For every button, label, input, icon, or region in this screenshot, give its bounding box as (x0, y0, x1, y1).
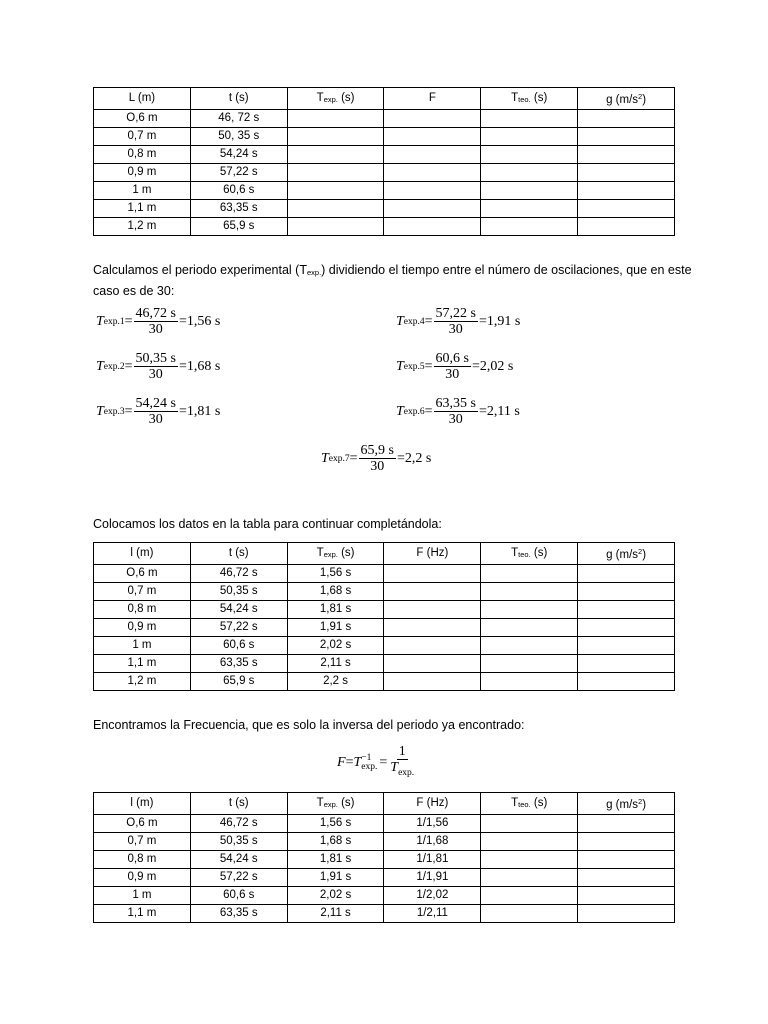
eq-denominator: 30 (445, 367, 460, 382)
header-cell: t (s) (190, 88, 287, 110)
paragraph-subscript: exp. (306, 268, 322, 277)
table-cell (578, 887, 675, 905)
header-cell (287, 88, 384, 110)
header-text: ) (642, 549, 647, 561)
eq-equals: = (124, 358, 133, 374)
eq-fraction (359, 443, 396, 474)
table-cell (481, 887, 578, 905)
table-cell: 1 m (94, 887, 191, 905)
equation-texp-2 (96, 351, 220, 382)
table-row (94, 218, 675, 236)
header-text: g (m/s (606, 799, 639, 811)
eq-result: 1,68 s (186, 358, 221, 374)
table-cell: 0,7 m (94, 128, 191, 146)
table-cell: 2,02 s (287, 887, 384, 905)
header-cell (578, 793, 675, 815)
eq-denominator: 30 (448, 412, 463, 427)
table-cell (578, 218, 675, 236)
table-cell (384, 110, 481, 128)
table-cell (384, 637, 481, 655)
header-text: (s) (530, 796, 548, 809)
eq-numerator: 1 (398, 744, 406, 759)
header-text: ) (642, 94, 647, 106)
table-cell: 0,9 m (94, 869, 191, 887)
table-cell: 54,24 s (190, 851, 287, 869)
data-table-3 (93, 792, 675, 923)
eq-subscript: exp.3 (103, 406, 125, 417)
eq-fraction (388, 744, 416, 781)
table-cell (384, 182, 481, 200)
eq-fraction (134, 306, 178, 337)
table-cell (384, 164, 481, 182)
table-cell (578, 833, 675, 851)
table-cell (384, 583, 481, 601)
table-row (94, 601, 675, 619)
table-cell (578, 182, 675, 200)
table-cell (578, 905, 675, 923)
eq-equals: = (124, 403, 133, 419)
table-cell: 0,9 m (94, 619, 191, 637)
eq-equals: = (479, 403, 487, 419)
eq-subscript: exp.1 (103, 316, 125, 327)
paragraph-frequency: Encontramos la Frecuencia, que es solo la inversa del periodo ya encontrado: (93, 718, 525, 732)
table-cell: 60,6 s (190, 182, 287, 200)
table-cell (578, 110, 675, 128)
eq-equals: = (179, 358, 187, 374)
table-cell: O,6 m (94, 565, 191, 583)
table-cell: 50,35 s (190, 583, 287, 601)
table-cell (481, 583, 578, 601)
table-cell: 63,35 s (190, 655, 287, 673)
table-cell (287, 200, 384, 218)
table-cell: 1,56 s (287, 565, 384, 583)
table-cell: 1,81 s (287, 851, 384, 869)
eq-numerator: 46,72 s (135, 306, 176, 321)
table-cell (384, 673, 481, 691)
table-cell (481, 655, 578, 673)
eq-fraction (434, 351, 471, 382)
table-cell (287, 218, 384, 236)
eq-symbol: T (353, 754, 362, 770)
equation-texp-1 (96, 306, 220, 337)
header-text: g (m/s (606, 549, 639, 561)
header-cell: F (Hz) (384, 793, 481, 815)
header-subscript: exp. (323, 94, 338, 104)
table-cell: O,6 m (94, 815, 191, 833)
table-cell: 1,1 m (94, 905, 191, 923)
table-cell (481, 637, 578, 655)
table-cell (384, 655, 481, 673)
table-cell: 1,68 s (287, 583, 384, 601)
header-cell: l (m) (94, 543, 191, 565)
table-cell (384, 565, 481, 583)
table-cell: 1 m (94, 637, 191, 655)
equation-texp-5 (396, 351, 513, 382)
header-cell (287, 543, 384, 565)
header-text: T (511, 546, 519, 559)
table-cell: 0,8 m (94, 851, 191, 869)
table-cell (578, 565, 675, 583)
eq-result: 1,56 s (186, 313, 221, 329)
eq-subscript: exp.5 (403, 361, 425, 372)
table-cell: 57,22 s (190, 164, 287, 182)
table-cell (578, 128, 675, 146)
table-row (94, 869, 675, 887)
eq-symbol: T (321, 450, 329, 466)
eq-equals: = (179, 403, 187, 419)
eq-equals: = (397, 450, 405, 466)
header-text: (s) (530, 546, 548, 559)
eq-numerator: 60,6 s (435, 351, 469, 366)
table-cell (481, 218, 578, 236)
table-cell: 2,11 s (287, 905, 384, 923)
eq-denominator: 30 (148, 322, 163, 337)
eq-subscript: exp. (398, 768, 415, 778)
eq-symbol: T (396, 403, 404, 419)
table-cell (481, 110, 578, 128)
header-text: T (511, 796, 519, 809)
table-cell: 65,9 s (190, 218, 287, 236)
equation-texp-6 (396, 396, 520, 427)
eq-fraction (434, 396, 478, 427)
eq-equals: = (379, 754, 388, 770)
header-text: (s) (337, 91, 355, 104)
eq-equals: = (424, 358, 433, 374)
header-subscript: exp. (323, 799, 338, 809)
table-row (94, 110, 675, 128)
eq-numerator: 57,22 s (435, 306, 476, 321)
table-cell (287, 146, 384, 164)
eq-subscript: exp.6 (403, 406, 425, 417)
table-cell (384, 200, 481, 218)
table-row (94, 905, 675, 923)
table-cell (384, 146, 481, 164)
table-cell: 2,2 s (287, 673, 384, 691)
table-row (94, 164, 675, 182)
table-cell: 1,81 s (287, 601, 384, 619)
eq-denominator (388, 760, 416, 781)
table-cell: 1/2,02 (384, 887, 481, 905)
header-superscript: 2 (638, 92, 643, 101)
header-text: (s) (530, 91, 548, 104)
table-header-row (94, 88, 675, 110)
table-row (94, 200, 675, 218)
table-cell: 60,6 s (190, 637, 287, 655)
eq-numerator: 63,35 s (435, 396, 476, 411)
table-cell: 0,7 m (94, 583, 191, 601)
table-row (94, 619, 675, 637)
eq-numerator: 54,24 s (135, 396, 176, 411)
eq-numerator: 50,35 s (135, 351, 176, 366)
paragraph-text: Calculamos el periodo experimental (T (93, 263, 307, 277)
table-cell: 1,2 m (94, 218, 191, 236)
header-text: T (316, 546, 324, 559)
header-cell (481, 88, 578, 110)
table-cell: 50,35 s (190, 833, 287, 851)
table-row (94, 583, 675, 601)
header-text: (s) (337, 796, 355, 809)
table-cell: 1/1,91 (384, 869, 481, 887)
header-text: T (316, 796, 324, 809)
table-cell (578, 619, 675, 637)
paragraph-fill-table: Colocamos los datos en la tabla para continuar completándola: (93, 517, 442, 531)
table-row (94, 887, 675, 905)
header-cell (481, 793, 578, 815)
table-cell (384, 218, 481, 236)
table-row (94, 128, 675, 146)
table-cell: 57,22 s (190, 619, 287, 637)
table-cell (481, 146, 578, 164)
header-text: ) (642, 799, 647, 811)
table-row (94, 637, 675, 655)
table-cell: 54,24 s (190, 146, 287, 164)
header-cell: t (s) (190, 543, 287, 565)
data-table-2 (93, 542, 675, 691)
table-cell (578, 164, 675, 182)
table-cell: 60,6 s (190, 887, 287, 905)
table-cell (578, 815, 675, 833)
equation-texp-3 (96, 396, 220, 427)
table-cell: 65,9 s (190, 673, 287, 691)
header-text: g (m/s (606, 94, 639, 106)
table-cell (578, 869, 675, 887)
header-subscript: exp. (323, 549, 338, 559)
data-table-1 (93, 87, 675, 236)
table-cell (481, 851, 578, 869)
eq-symbol: T (96, 313, 104, 329)
header-superscript: 2 (638, 797, 643, 806)
header-cell: F (Hz) (384, 543, 481, 565)
table-cell (481, 673, 578, 691)
table-cell (481, 833, 578, 851)
table-cell: 1/1,68 (384, 833, 481, 851)
eq-result: 1,81 s (186, 403, 221, 419)
equation-texp-7 (321, 443, 431, 474)
table-cell (287, 110, 384, 128)
eq-script-stack (361, 754, 377, 772)
table-cell: 46, 72 s (190, 110, 287, 128)
table-cell: 46,72 s (190, 815, 287, 833)
eq-denominator: 30 (148, 412, 163, 427)
eq-result: 2,02 s (479, 358, 514, 374)
table-cell: 1/1,81 (384, 851, 481, 869)
table-cell (384, 619, 481, 637)
table-cell (578, 673, 675, 691)
table-row (94, 833, 675, 851)
table-cell (481, 200, 578, 218)
table-row (94, 182, 675, 200)
table-cell: O,6 m (94, 110, 191, 128)
header-subscript: teo. (518, 94, 531, 104)
table-cell (578, 601, 675, 619)
table-cell (287, 182, 384, 200)
table-cell (481, 128, 578, 146)
eq-numerator: 65,9 s (360, 443, 394, 458)
eq-subscript: exp.4 (403, 316, 425, 327)
eq-denominator: 30 (370, 459, 385, 474)
table-cell: 2,02 s (287, 637, 384, 655)
header-cell: l (m) (94, 793, 191, 815)
table-cell (481, 565, 578, 583)
header-text: T (511, 91, 519, 104)
table-cell: 1,91 s (287, 869, 384, 887)
table-cell (578, 146, 675, 164)
table-row (94, 815, 675, 833)
eq-equals: = (179, 313, 187, 329)
table-cell: 1,91 s (287, 619, 384, 637)
table-row (94, 851, 675, 869)
paragraph-text: ) dividiendo el tiempo entre el número de oscilaciones, que en este caso es de 30: (93, 263, 692, 298)
header-text: T (316, 91, 324, 104)
table-cell: 0,8 m (94, 601, 191, 619)
header-superscript: 2 (638, 547, 643, 556)
header-cell (578, 543, 675, 565)
table-cell (578, 200, 675, 218)
eq-symbol: T (96, 358, 104, 374)
eq-denominator: 30 (448, 322, 463, 337)
table-cell: 1/1,56 (384, 815, 481, 833)
header-cell: F (384, 88, 481, 110)
eq-equals: = (472, 358, 480, 374)
eq-subscript: exp.7 (328, 453, 350, 464)
table-cell: 2,11 s (287, 655, 384, 673)
table-cell (578, 655, 675, 673)
eq-denominator: 30 (148, 367, 163, 382)
table-row (94, 673, 675, 691)
table-cell (384, 601, 481, 619)
header-cell (287, 793, 384, 815)
eq-result: 2,2 s (404, 450, 432, 466)
eq-result: 1,91 s (486, 313, 521, 329)
eq-equals: = (124, 313, 133, 329)
table-header-row (94, 793, 675, 815)
table-cell: 0,8 m (94, 146, 191, 164)
table-cell (481, 869, 578, 887)
eq-fraction (134, 351, 178, 382)
eq-equals: = (424, 313, 433, 329)
table-cell (578, 851, 675, 869)
table-header-row (94, 543, 675, 565)
table-cell (578, 583, 675, 601)
eq-subscript: exp.2 (103, 361, 125, 372)
eq-superscript: −1 (361, 752, 372, 763)
eq-symbol: T (396, 313, 404, 329)
table-cell: 1,2 m (94, 673, 191, 691)
eq-equals: = (424, 403, 433, 419)
table-cell (481, 815, 578, 833)
eq-equals: = (349, 450, 358, 466)
eq-symbol: T (390, 760, 399, 775)
eq-subscript: exp. (361, 761, 378, 772)
table-cell: 1/2,11 (384, 905, 481, 923)
table-cell: 0,9 m (94, 164, 191, 182)
header-subscript: teo. (518, 799, 531, 809)
header-cell (578, 88, 675, 110)
eq-symbol: T (96, 403, 104, 419)
eq-equals: = (345, 754, 354, 770)
table-cell (384, 128, 481, 146)
table-cell: 46,72 s (190, 565, 287, 583)
header-cell: t (s) (190, 793, 287, 815)
table-cell (481, 164, 578, 182)
table-cell (287, 128, 384, 146)
table-cell: 1,56 s (287, 815, 384, 833)
eq-fraction (434, 306, 478, 337)
eq-symbol: F (337, 754, 346, 770)
table-cell (481, 619, 578, 637)
eq-result: 2,11 s (486, 403, 520, 419)
table-cell: 1,1 m (94, 200, 191, 218)
header-text: (s) (337, 546, 355, 559)
equation-frequency (337, 744, 417, 781)
table-cell (481, 905, 578, 923)
table-cell (481, 601, 578, 619)
table-cell: 54,24 s (190, 601, 287, 619)
header-cell: L (m) (94, 88, 191, 110)
table-cell (578, 637, 675, 655)
table-cell: 1,68 s (287, 833, 384, 851)
table-cell: 50, 35 s (190, 128, 287, 146)
table-cell: 1 m (94, 182, 191, 200)
table-cell: 63,35 s (190, 200, 287, 218)
table-row (94, 655, 675, 673)
paragraph-experimental-period (93, 261, 693, 300)
table-cell (481, 182, 578, 200)
table-row (94, 565, 675, 583)
eq-equals: = (479, 313, 487, 329)
table-cell (287, 164, 384, 182)
table-cell: 57,22 s (190, 869, 287, 887)
header-subscript: teo. (518, 549, 531, 559)
table-cell: 1,1 m (94, 655, 191, 673)
header-cell (481, 543, 578, 565)
eq-fraction (134, 396, 178, 427)
equation-texp-4 (396, 306, 520, 337)
table-cell: 0,7 m (94, 833, 191, 851)
eq-symbol: T (396, 358, 404, 374)
table-cell: 63,35 s (190, 905, 287, 923)
table-row (94, 146, 675, 164)
